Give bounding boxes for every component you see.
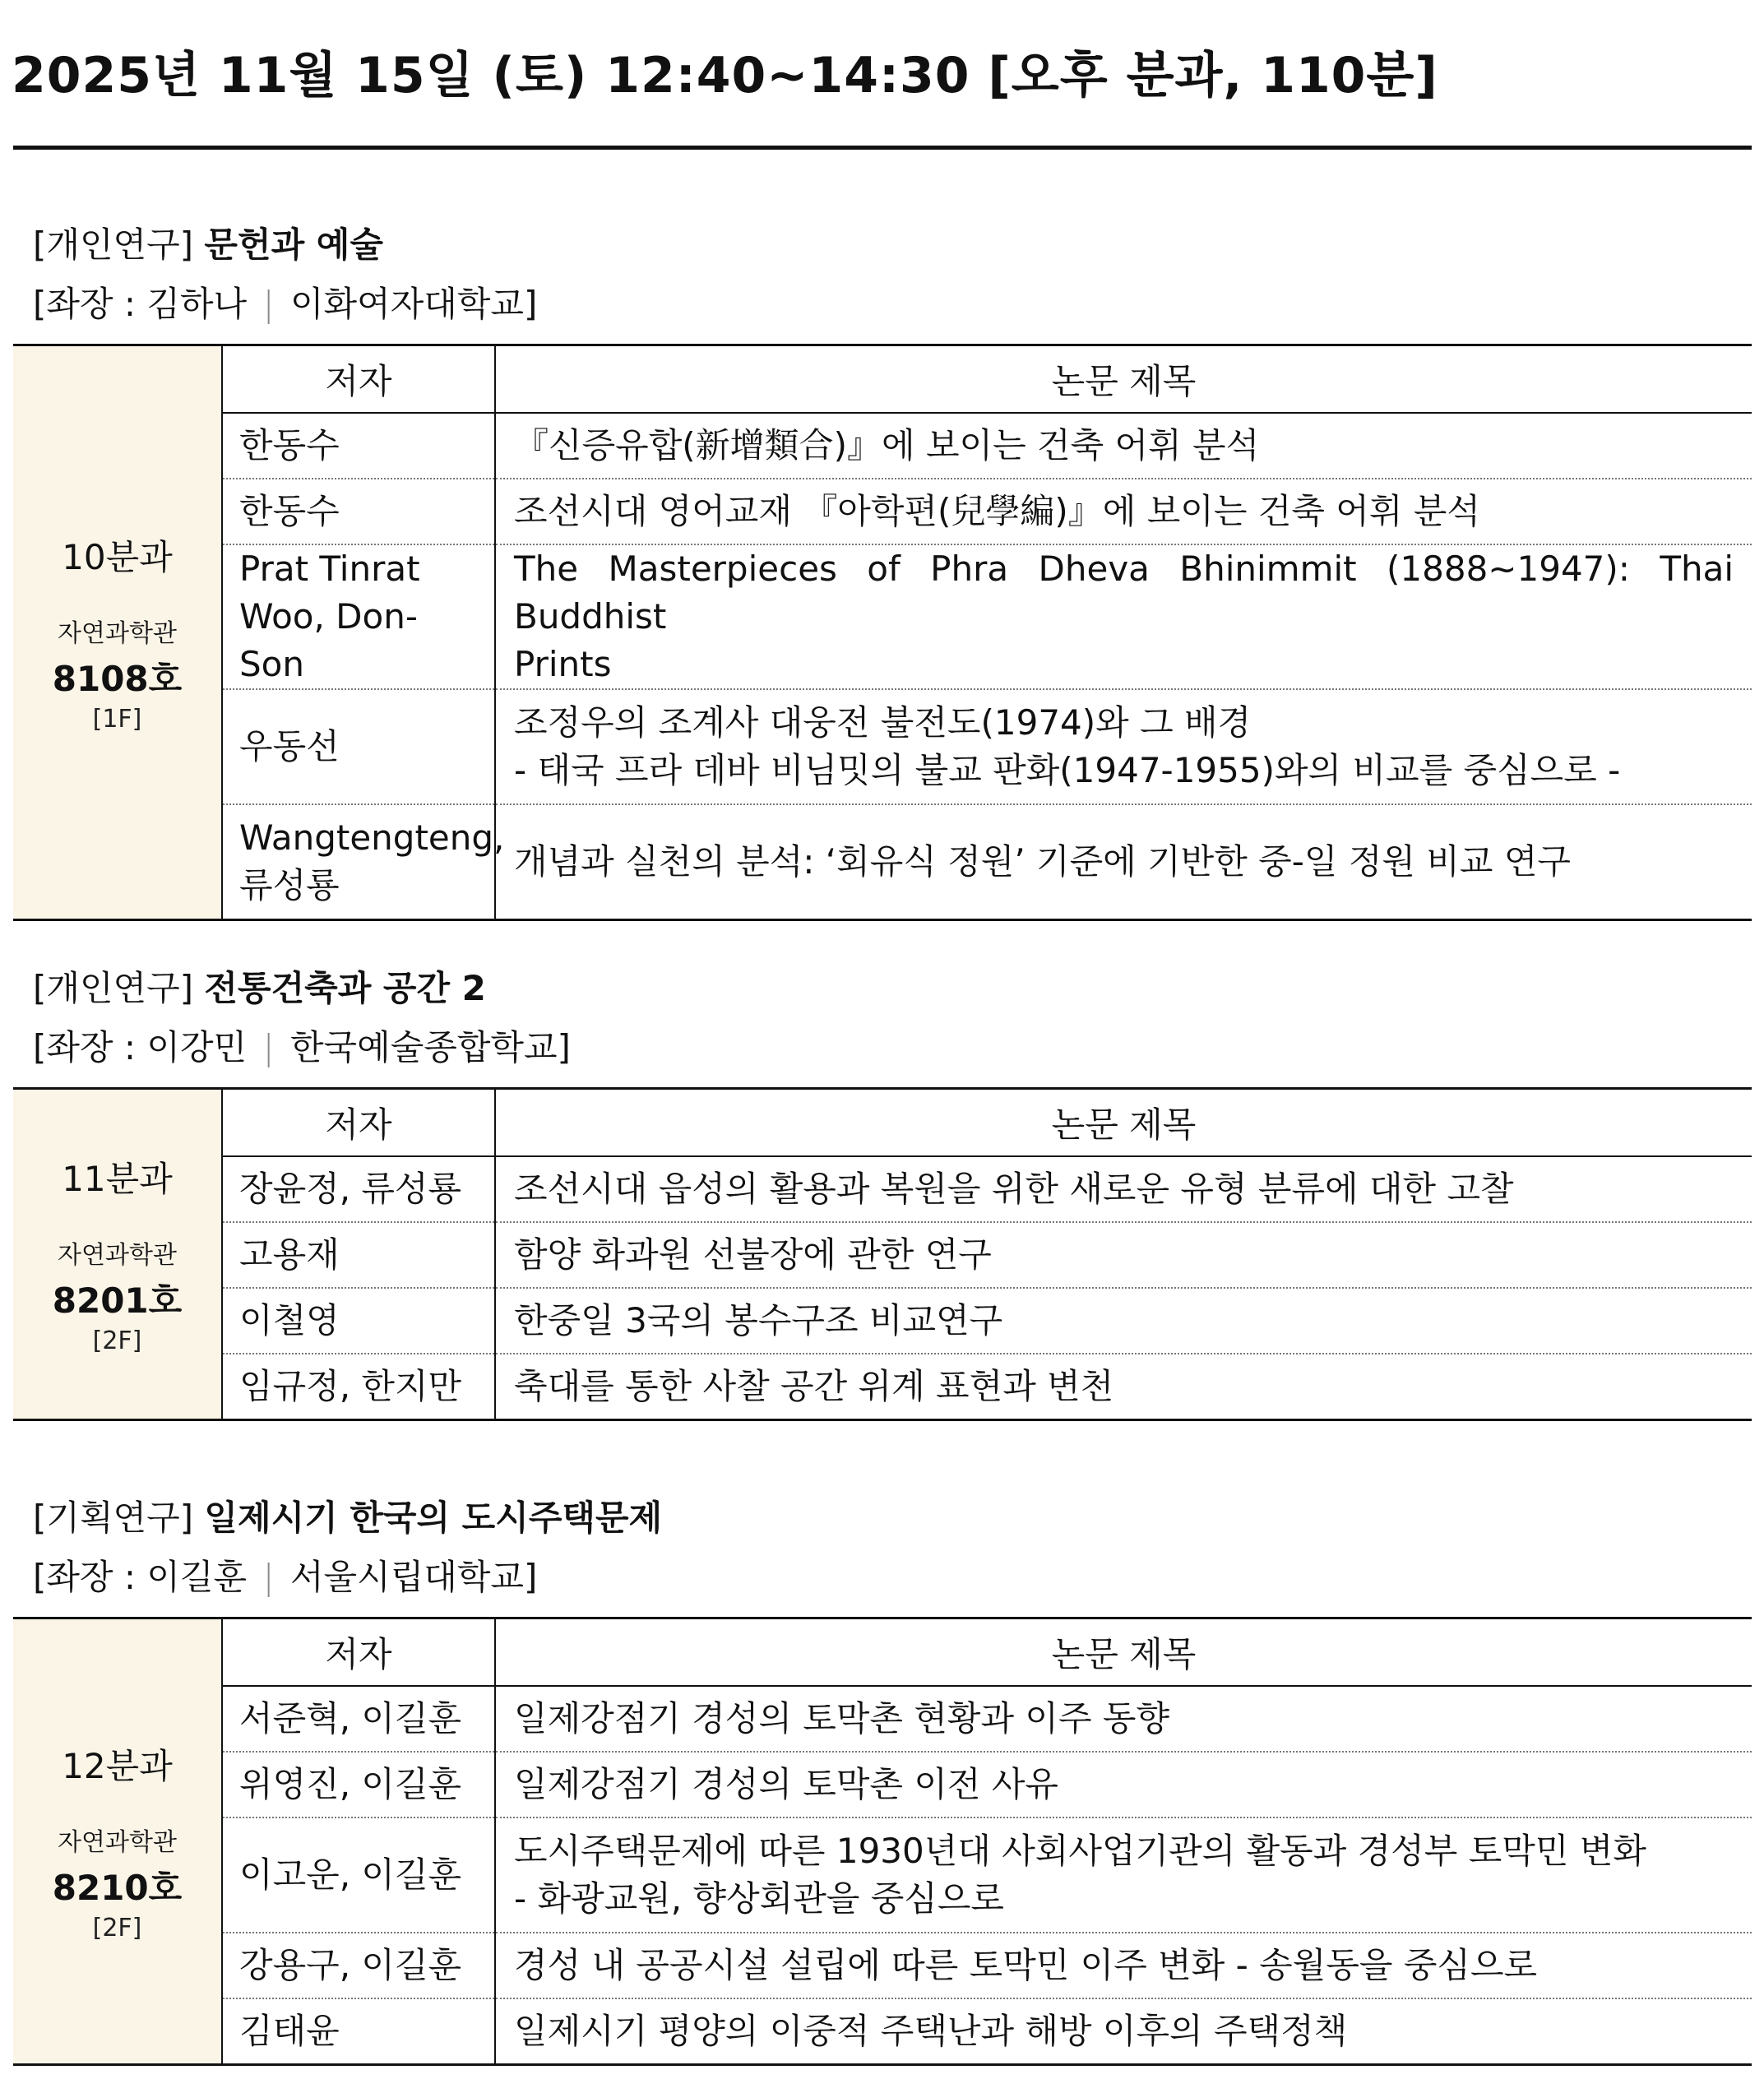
author-cell bbox=[222, 1998, 495, 2064]
paper-title-line: - 화광교원, 향상회관을 중심으로 bbox=[514, 1878, 1004, 1919]
author-line: 김태윤 bbox=[239, 2010, 340, 2051]
header-divider bbox=[13, 146, 1752, 150]
session-type-label: [개인연구] bbox=[33, 225, 194, 265]
session-title: 일제시기 한국의 도시주택문제 bbox=[204, 1498, 663, 1538]
session-rows bbox=[13, 345, 1752, 920]
chair-separator: | bbox=[262, 1027, 275, 1067]
room-building: 자연과학관 bbox=[58, 1828, 177, 1858]
author-cell bbox=[222, 479, 495, 544]
session-heading bbox=[33, 959, 1752, 1018]
author-cell bbox=[222, 413, 495, 479]
session-title: 전통건축과 공간 2 bbox=[204, 968, 486, 1008]
paper-title-line: The Masterpieces of Phra Dheva Bhinimmit (1888~1947): Thai Buddhist bbox=[514, 549, 1734, 637]
author-line: 서준혁, 이길훈 bbox=[239, 1698, 462, 1739]
room-floor: [2F] bbox=[92, 1914, 142, 1943]
author-cell bbox=[222, 1752, 495, 1817]
session-type-label: [개인연구] bbox=[33, 968, 194, 1008]
author-line: 한동수 bbox=[239, 491, 340, 531]
title-column-header: 논문 제목 bbox=[495, 1089, 1752, 1157]
paper-title-line: 조선시대 읍성의 활용과 복원을 위한 새로운 유형 분류에 대한 고찰 bbox=[514, 1169, 1514, 1209]
table-header-row bbox=[13, 1618, 1752, 1687]
paper-title-cell bbox=[495, 804, 1752, 919]
table-row bbox=[13, 1686, 1752, 1752]
table-row bbox=[13, 1933, 1752, 1998]
paper-title-cell bbox=[495, 1752, 1752, 1817]
table-row bbox=[13, 479, 1752, 544]
paper-title-line: 도시주택문제에 따른 1930년대 사회사업기관의 활동과 경성부 토막민 변화 bbox=[514, 1831, 1646, 1871]
session-type-label: [기획연구] bbox=[33, 1498, 194, 1538]
author-column-header: 저자 bbox=[222, 1618, 495, 1687]
author-cell bbox=[222, 804, 505, 919]
room-number: 8108호 bbox=[52, 659, 183, 700]
table-row bbox=[13, 689, 1752, 804]
author-line: 한동수 bbox=[239, 425, 340, 465]
paper-title-line: 개념과 실천의 분석: ‘회유식 정원’ 기준에 기반한 중-일 정원 비교 연구 bbox=[514, 840, 1571, 882]
paper-title-line: 조선시대 영어교재 『아학편(兒學編)』에 보이는 건축 어휘 분석 bbox=[514, 491, 1480, 531]
session-rows bbox=[13, 1089, 1752, 1420]
room-session-name: 12분과 bbox=[62, 1746, 173, 1787]
session-block bbox=[13, 959, 1752, 1421]
author-cell bbox=[222, 1817, 495, 1933]
session-block bbox=[13, 1489, 1752, 2066]
room-cell bbox=[13, 1618, 222, 2065]
paper-title-line: 일제시기 평양의 이중적 주택난과 해방 이후의 주택정책 bbox=[514, 2010, 1348, 2051]
chair-name: [좌장 : 김하나 bbox=[33, 284, 248, 324]
session-table bbox=[13, 1087, 1752, 1421]
table-row bbox=[13, 1752, 1752, 1817]
paper-title-line: - 태국 프라 데바 비님밋의 불교 판화(1947-1955)와의 비교를 중심으로 - bbox=[514, 750, 1621, 790]
room-number: 8201호 bbox=[52, 1280, 183, 1322]
author-line: 위영진, 이길훈 bbox=[239, 1764, 462, 1804]
table-row bbox=[13, 1998, 1752, 2064]
paper-title-cell bbox=[495, 1998, 1752, 2064]
session-chair bbox=[33, 1548, 1752, 1607]
chair-affiliation: 서울시립대학교] bbox=[289, 1557, 538, 1597]
table-header-row bbox=[13, 1089, 1752, 1157]
table-row bbox=[13, 544, 1752, 689]
paper-title-line: 일제강점기 경성의 토막촌 이전 사유 bbox=[514, 1764, 1058, 1804]
session-rows bbox=[13, 1618, 1752, 2065]
author-cell bbox=[222, 1222, 495, 1288]
chair-affiliation: 한국예술종합학교] bbox=[289, 1027, 571, 1067]
session-heading bbox=[33, 215, 1752, 275]
paper-title-line: Prints bbox=[514, 644, 612, 684]
paper-title-cell bbox=[495, 1354, 1752, 1419]
title-column-header: 논문 제목 bbox=[495, 345, 1752, 414]
room-cell bbox=[13, 1089, 222, 1420]
paper-title-cell bbox=[495, 544, 1752, 689]
room-number: 8210호 bbox=[52, 1868, 183, 1909]
paper-title-cell bbox=[495, 479, 1752, 544]
room-building: 자연과학관 bbox=[58, 619, 177, 649]
paper-title-line: 함양 화과원 선불장에 관한 연구 bbox=[514, 1234, 992, 1275]
author-column-header: 저자 bbox=[222, 1089, 495, 1157]
chair-name: [좌장 : 이길훈 bbox=[33, 1557, 248, 1597]
table-row bbox=[13, 1817, 1752, 1933]
author-line: 류성룡 bbox=[239, 864, 340, 905]
author-line: 장윤정, 류성룡 bbox=[239, 1169, 462, 1209]
table-row bbox=[13, 804, 1752, 919]
author-cell bbox=[222, 1288, 495, 1354]
paper-title-cell bbox=[495, 1288, 1752, 1354]
page-title: 2025년 11월 15일 (토) 12:40~14:30 [오후 분과, 110분] bbox=[12, 47, 1438, 104]
room-floor: [2F] bbox=[92, 1327, 142, 1356]
chair-separator: | bbox=[262, 1557, 275, 1597]
author-column-header: 저자 bbox=[222, 345, 495, 414]
author-cell bbox=[222, 1354, 495, 1419]
table-row bbox=[13, 1222, 1752, 1288]
author-cell bbox=[222, 1933, 495, 1998]
paper-title-cell bbox=[495, 1222, 1752, 1288]
paper-title-line: 『신증유합(新增類合)』에 보이는 건축 어휘 분석 bbox=[514, 425, 1260, 465]
paper-title-line: 경성 내 공공시설 설립에 따른 토막민 이주 변화 - 송월동을 중심으로 bbox=[514, 1945, 1538, 1985]
room-floor: [1F] bbox=[92, 705, 142, 734]
session-table bbox=[13, 344, 1752, 921]
author-cell bbox=[222, 689, 495, 804]
author-line: Wangtengteng, bbox=[239, 817, 505, 858]
author-cell bbox=[222, 1686, 495, 1752]
table-row bbox=[13, 413, 1752, 479]
author-line: 이고운, 이길훈 bbox=[239, 1855, 462, 1895]
paper-title-line: 조정우의 조계사 대웅전 불전도(1974)와 그 배경 bbox=[514, 702, 1252, 743]
paper-title-cell bbox=[495, 1817, 1752, 1933]
chair-affiliation: 이화여자대학교] bbox=[289, 284, 538, 324]
author-line: 임규정, 한지만 bbox=[239, 1365, 462, 1406]
table-row bbox=[13, 1156, 1752, 1222]
author-line: 이철영 bbox=[239, 1300, 340, 1341]
author-line: 고용재 bbox=[239, 1234, 340, 1275]
session-chair bbox=[33, 1018, 1752, 1077]
paper-title-cell bbox=[495, 413, 1752, 479]
author-line: 우동선 bbox=[239, 726, 340, 766]
paper-title-line: 한중일 3국의 봉수구조 비교연구 bbox=[514, 1300, 1003, 1341]
table-row bbox=[13, 1354, 1752, 1419]
author-cell bbox=[222, 544, 495, 689]
session-chair bbox=[33, 275, 1752, 334]
chair-name: [좌장 : 이강민 bbox=[33, 1027, 248, 1067]
room-cell bbox=[13, 345, 222, 920]
table-header-row bbox=[13, 345, 1752, 414]
room-building: 자연과학관 bbox=[58, 1241, 177, 1271]
room-session-name: 11분과 bbox=[62, 1159, 173, 1200]
session-table bbox=[13, 1617, 1752, 2066]
session-title: 문헌과 예술 bbox=[204, 225, 383, 265]
paper-title-line: 일제강점기 경성의 토막촌 현황과 이주 동향 bbox=[514, 1698, 1170, 1739]
author-line: Prat Tinrat bbox=[239, 549, 420, 589]
title-column-header: 논문 제목 bbox=[495, 1618, 1752, 1687]
session-heading bbox=[33, 1489, 1752, 1548]
paper-title-cell bbox=[495, 1156, 1752, 1222]
paper-title-cell bbox=[495, 689, 1752, 804]
author-cell bbox=[222, 1156, 495, 1222]
author-line: 강용구, 이길훈 bbox=[239, 1945, 462, 1985]
chair-separator: | bbox=[262, 284, 275, 324]
room-session-name: 10분과 bbox=[62, 537, 173, 578]
table-row bbox=[13, 1288, 1752, 1354]
paper-title-cell bbox=[495, 1933, 1752, 1998]
paper-title-line: 축대를 통한 사찰 공간 위계 표현과 변천 bbox=[514, 1365, 1114, 1406]
session-block bbox=[13, 215, 1752, 921]
paper-title-cell bbox=[495, 1686, 1752, 1752]
author-line: Woo, Don-Son bbox=[239, 596, 418, 684]
